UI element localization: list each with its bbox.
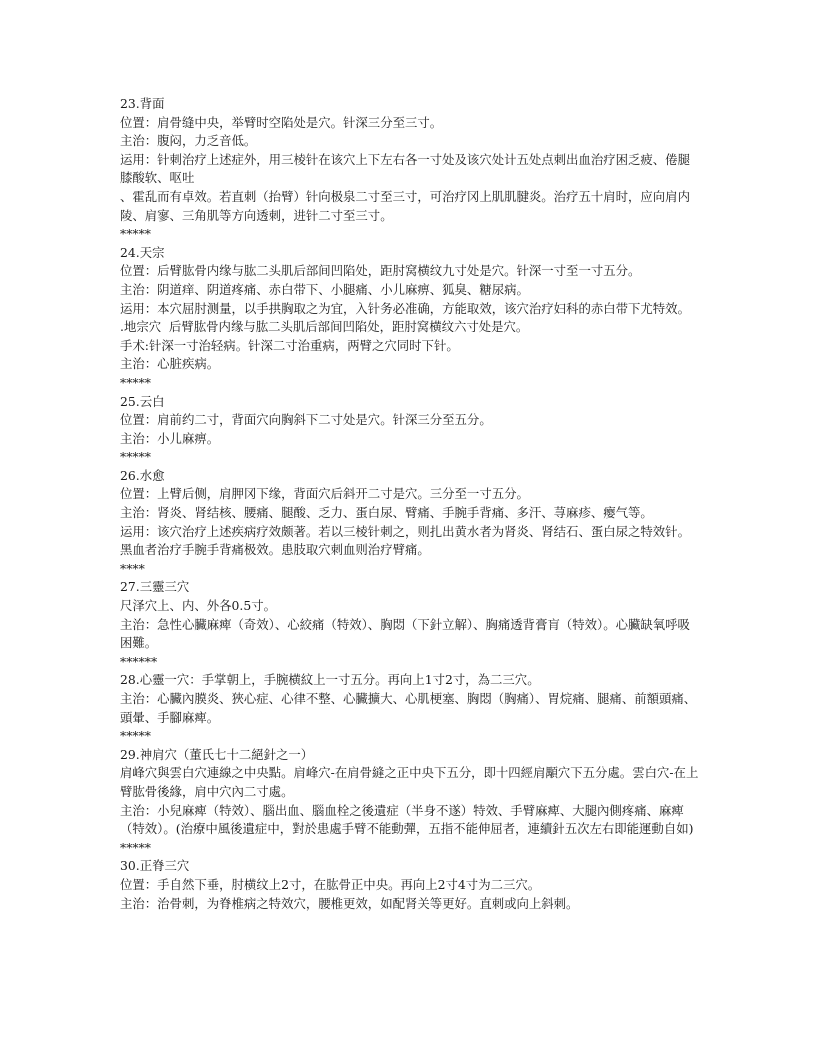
- text-line: 主治：阴道痒、阴道疼痛、赤白带下、小腿痛、小儿麻痹、狐臭、糖尿病。: [120, 281, 529, 297]
- text-line: 主治：治骨刺，为脊椎病之特效穴，腰椎更效，如配肾关等更好。直刺或向上斜刺。: [120, 895, 579, 911]
- text-line: 尺泽穴上、内、外各0.5寸。: [120, 598, 277, 614]
- text-line: 主治：急性心臟麻痺（奇效）、心絞痛（特效）、胸悶（下針立解）、胸痛透背膏肓（特效）。心臟缺氧呼吸困難。: [120, 616, 690, 651]
- heading-26: 26.水愈: [120, 467, 165, 483]
- separator: ******: [120, 653, 158, 669]
- text-line: 位置：肩骨缝中央，举臂时空陷处是穴。针深三分至三寸。: [120, 114, 443, 130]
- text-line: 手术:针深一寸治轻病。针深二寸治重病，两臂之穴同时下针。: [120, 337, 459, 353]
- text-line: 位置：肩前约二寸，背面穴向胸斜下二寸处是穴。针深三分至五分。: [120, 412, 492, 428]
- heading-24: 24.天宗: [120, 244, 165, 260]
- separator: *****: [120, 728, 151, 744]
- heading-23: 23.背面: [120, 96, 165, 111]
- text-line: 肩峰穴與雲白穴連線之中央點。肩峰穴-在肩骨縫之正中央下五分，即十四經肩顒穴下五分處。雲白穴-在上臂肱骨後緣，肩中穴內二寸處。: [120, 765, 699, 799]
- separator: *****: [120, 839, 151, 855]
- heading-29: 29.神肩穴（董氏七十二絕針之一）: [120, 746, 314, 762]
- text-line: 、霍乱而有卓效。若直刺（抬臂）针向极泉二寸至三寸，可治疗冈上肌肌腱炎。治疗五十肩时，应向肩内陵、肩寥、三角肌等方向透刺，进针二寸至三寸。: [120, 188, 690, 223]
- separator: *****: [120, 374, 151, 390]
- text-line: 运用：该穴治疗上述疾病疗效颇著。若以三棱针刺之，则扎出黄水者为肾炎、肾结石、蛋白尿之特效针。黑血者治疗手腕手背痛极效。患肢取穴刺血则治疗臂痛。: [120, 523, 690, 558]
- heading-27: 27.三靈三穴: [120, 579, 190, 595]
- separator: *****: [120, 449, 151, 465]
- text-line: 主治：心臟內膜炎、狹心症、心律不整、心臟擴大、心肌梗塞、胸悶（胸痛）、胃烷痛、腿痛、前額頭痛、頭暈、手腳麻痺。: [120, 691, 697, 725]
- text-line: 主治：小兒麻痺（特效）、腦出血、腦血栓之後遺症（半身不遂）特效、手臂麻痺、大腿內側疼痛、麻痺（特效）。(治療中風後遺症中，對於患處手臂不能動彈，五指不能伸屈者，連續針五次左右即能運動自如): [120, 802, 694, 837]
- text-line: 主治：小儿麻痹。: [120, 430, 220, 446]
- text-line: 运用：针刺治疗上述症外，用三棱针在该穴上下左右各一寸处及该穴处计五处点刺出血治疗困乏疲、倦腿膝酸软、呕吐: [120, 151, 690, 186]
- heading-30: 30.正脊三穴: [120, 858, 190, 874]
- separator: *****: [120, 226, 151, 242]
- text-line: 主治：腹闷，力乏音低。: [120, 133, 257, 149]
- document-body: [120, 95, 700, 913]
- text-line: 位置：上臂后侧，肩胛冈下缘，背面穴后斜开二寸是穴。三分至一寸五分。: [120, 486, 529, 502]
- text-line: .地宗穴 后臂肱骨内缘与肱二头肌后部间凹陷处，距肘窝横纹六寸处是穴。: [120, 319, 529, 335]
- text-line: 主治：心脏疾病。: [120, 356, 220, 372]
- text-line: 运用：本穴屈肘测量，以手拱胸取之为宜，入针务必准确，方能取效，该穴治疗妇科的赤白带下尤特效。: [120, 300, 690, 316]
- text-line: 主治：肾炎、肾结核、腰痛、腿酸、乏力、蛋白尿、臂痛、手腕手背痛、多汗、荨麻疹、瘿气等。: [120, 505, 653, 521]
- heading-28: 28.心靈一穴：手掌朝上，手腕横紋上一寸五分。再向上1寸2寸，為二三穴。: [120, 672, 540, 688]
- separator: ****: [120, 560, 145, 576]
- text-line: 位置：手自然下垂，肘横纹上2寸，在肱骨正中央。再向上2寸4寸为二三穴。: [120, 876, 541, 892]
- heading-25: 25.云白: [120, 393, 165, 409]
- text-line: 位置：后臂肱骨内缘与肱二头肌后部间凹陷处，距肘窝横纹九寸处是穴。针深一寸至一寸五分。: [120, 263, 641, 279]
